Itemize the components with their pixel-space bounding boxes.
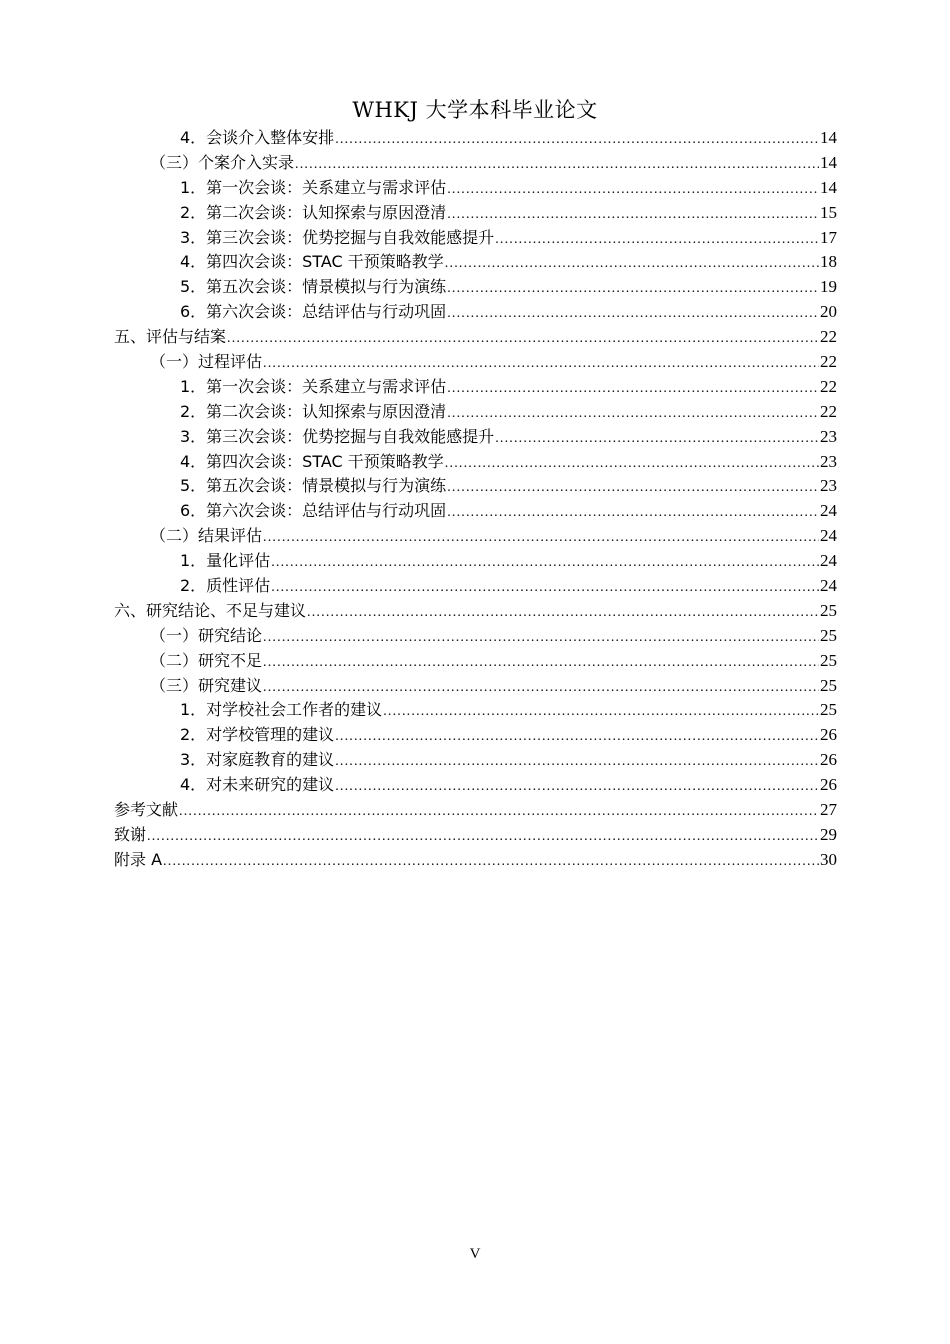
- toc-leader-dots: [335, 729, 819, 745]
- toc-leader-dots: [335, 779, 819, 795]
- toc-entry-page: 23: [820, 476, 837, 496]
- toc-entry-page: 24: [820, 551, 837, 571]
- toc-entry-label: （一）过程评估: [150, 352, 263, 372]
- table-of-contents: [114, 125, 837, 872]
- toc-entry-label: 4．第四次会谈：STAC 干预策略教学: [180, 451, 444, 471]
- toc-entry-label: 2．质性评估: [180, 576, 271, 596]
- toc-entry-label: 3．对家庭教育的建议: [180, 750, 335, 770]
- toc-leader-dots: [383, 704, 819, 720]
- toc-entry-page: 14: [820, 177, 837, 197]
- toc-entry[interactable]: [114, 847, 837, 872]
- toc-entry-page: 24: [820, 501, 837, 521]
- toc-leader-dots: [447, 182, 819, 198]
- toc-entry-page: 25: [820, 700, 837, 720]
- toc-entry-label: 2．第二次会谈：认知探索与原因澄清: [180, 202, 447, 222]
- toc-entry-page: 19: [820, 277, 837, 297]
- toc-entry[interactable]: [114, 747, 837, 772]
- toc-entry-label: 4．会谈介入整体安排: [180, 128, 335, 147]
- toc-entry[interactable]: [114, 249, 837, 274]
- toc-entry-label: 3．第三次会谈：优势挖掘与自我效能感提升: [180, 426, 495, 446]
- toc-entry-page: 18: [820, 252, 837, 272]
- toc-entry[interactable]: [114, 299, 837, 324]
- toc-entry-label: 1．量化评估: [180, 551, 271, 571]
- toc-entry-page: 15: [820, 202, 837, 222]
- toc-entry-page: 29: [820, 824, 837, 844]
- toc-entry[interactable]: [114, 822, 837, 847]
- page-header-title: WHKJ 大学本科毕业论文: [352, 98, 598, 122]
- toc-entry[interactable]: [114, 449, 837, 474]
- toc-leader-dots: [263, 655, 819, 671]
- toc-leader-dots: [263, 630, 819, 646]
- toc-entry-label: （一）研究结论: [150, 625, 263, 645]
- toc-entry[interactable]: [114, 673, 837, 698]
- toc-entry-label: 参考文献: [114, 800, 179, 820]
- toc-entry-label: 2．对学校管理的建议: [180, 725, 335, 745]
- toc-entry-page: 14: [820, 152, 837, 172]
- toc-entry[interactable]: [114, 648, 837, 673]
- toc-entry-page: 26: [820, 775, 837, 795]
- toc-entry[interactable]: [114, 473, 837, 498]
- toc-entry[interactable]: [114, 349, 837, 374]
- toc-entry-page: 22: [820, 376, 837, 396]
- toc-leader-dots: [227, 331, 819, 347]
- toc-entry[interactable]: [114, 150, 837, 175]
- toc-leader-dots: [163, 854, 819, 870]
- toc-entry-page: 27: [820, 800, 837, 820]
- toc-entry-label: 附录 A: [114, 849, 163, 869]
- toc-entry-label: 6．第六次会谈：总结评估与行动巩固: [180, 501, 447, 521]
- toc-entry-page: 24: [820, 526, 837, 546]
- toc-entry[interactable]: [114, 225, 837, 250]
- toc-entry[interactable]: [114, 623, 837, 648]
- toc-entry-page: 25: [820, 625, 837, 645]
- toc-entry-label: 4．第四次会谈：STAC 干预策略教学: [180, 252, 444, 272]
- toc-entry-page: 30: [820, 849, 837, 869]
- toc-leader-dots: [495, 431, 819, 447]
- toc-entry[interactable]: [114, 399, 837, 424]
- toc-leader-dots: [271, 580, 819, 596]
- toc-entry-label: 1．第一次会谈：关系建立与需求评估: [180, 376, 447, 396]
- toc-leader-dots: [335, 132, 819, 148]
- toc-entry[interactable]: [114, 424, 837, 449]
- toc-entry-page: 25: [820, 675, 837, 695]
- toc-entry-label: 六、研究结论、不足与建议: [114, 600, 307, 620]
- toc-entry-page: 14: [820, 128, 837, 147]
- toc-leader-dots: [263, 530, 819, 546]
- toc-entry-page: 25: [820, 600, 837, 620]
- toc-entry-page: 26: [820, 750, 837, 770]
- toc-leader-dots: [447, 381, 819, 397]
- toc-entry-label: 3．第三次会谈：优势挖掘与自我效能感提升: [180, 227, 495, 247]
- toc-entry-label: 致谢: [114, 824, 147, 844]
- toc-entry[interactable]: [114, 274, 837, 299]
- toc-entry-label: 1．第一次会谈：关系建立与需求评估: [180, 177, 447, 197]
- toc-entry-label: 2．第二次会谈：认知探索与原因澄清: [180, 401, 447, 421]
- toc-leader-dots: [495, 232, 819, 248]
- toc-leader-dots: [263, 356, 819, 372]
- page-number: V: [469, 1246, 481, 1262]
- toc-entry-label: （二）结果评估: [150, 526, 263, 546]
- toc-entry-label: 1．对学校社会工作者的建议: [180, 700, 383, 720]
- toc-leader-dots: [447, 207, 819, 223]
- toc-entry[interactable]: [114, 548, 837, 573]
- toc-entry-label: 五、评估与结案: [114, 327, 227, 347]
- toc-leader-dots: [447, 480, 819, 496]
- toc-entry[interactable]: [114, 722, 837, 747]
- toc-entry[interactable]: [114, 772, 837, 797]
- toc-leader-dots: [147, 829, 819, 845]
- toc-entry[interactable]: [114, 523, 837, 548]
- toc-entry-page: 23: [820, 451, 837, 471]
- toc-entry-label: （三）个案介入实录: [150, 152, 295, 172]
- toc-leader-dots: [447, 406, 819, 422]
- toc-leader-dots: [179, 804, 819, 820]
- toc-entry[interactable]: [114, 697, 837, 722]
- toc-entry-label: （三）研究建议: [150, 675, 263, 695]
- toc-leader-dots: [447, 505, 819, 521]
- toc-leader-dots: [445, 456, 819, 472]
- toc-entry-label: 5．第五次会谈：情景模拟与行为演练: [180, 277, 447, 297]
- toc-entry-label: 6．第六次会谈：总结评估与行动巩固: [180, 302, 447, 322]
- toc-entry-page: 22: [820, 327, 837, 347]
- toc-leader-dots: [271, 555, 819, 571]
- toc-entry-page: 23: [820, 426, 837, 446]
- toc-entry-page: 25: [820, 650, 837, 670]
- toc-leader-dots: [447, 281, 819, 297]
- toc-entry-label: （二）研究不足: [150, 650, 263, 670]
- toc-leader-dots: [335, 754, 819, 770]
- toc-entry-page: 22: [820, 401, 837, 421]
- toc-leader-dots: [263, 680, 819, 696]
- toc-entry[interactable]: [114, 200, 837, 225]
- toc-leader-dots: [295, 157, 819, 173]
- toc-entry-page: 20: [820, 302, 837, 322]
- toc-entry-page: 26: [820, 725, 837, 745]
- toc-entry-page: 17: [820, 227, 837, 247]
- toc-leader-dots: [445, 256, 819, 272]
- toc-entry[interactable]: [114, 498, 837, 523]
- toc-entry[interactable]: [114, 797, 837, 822]
- toc-entry-page: 22: [820, 352, 837, 372]
- toc-entry[interactable]: [114, 175, 837, 200]
- toc-leader-dots: [307, 605, 819, 621]
- toc-entry-label: 5．第五次会谈：情景模拟与行为演练: [180, 476, 447, 496]
- toc-entry[interactable]: [114, 598, 837, 623]
- toc-entry[interactable]: [114, 573, 837, 598]
- toc-entry[interactable]: [114, 125, 837, 150]
- toc-entry[interactable]: [114, 324, 837, 349]
- toc-leader-dots: [447, 306, 819, 322]
- toc-entry-label: 4．对未来研究的建议: [180, 775, 335, 795]
- toc-entry[interactable]: [114, 374, 837, 399]
- toc-entry-page: 24: [820, 576, 837, 596]
